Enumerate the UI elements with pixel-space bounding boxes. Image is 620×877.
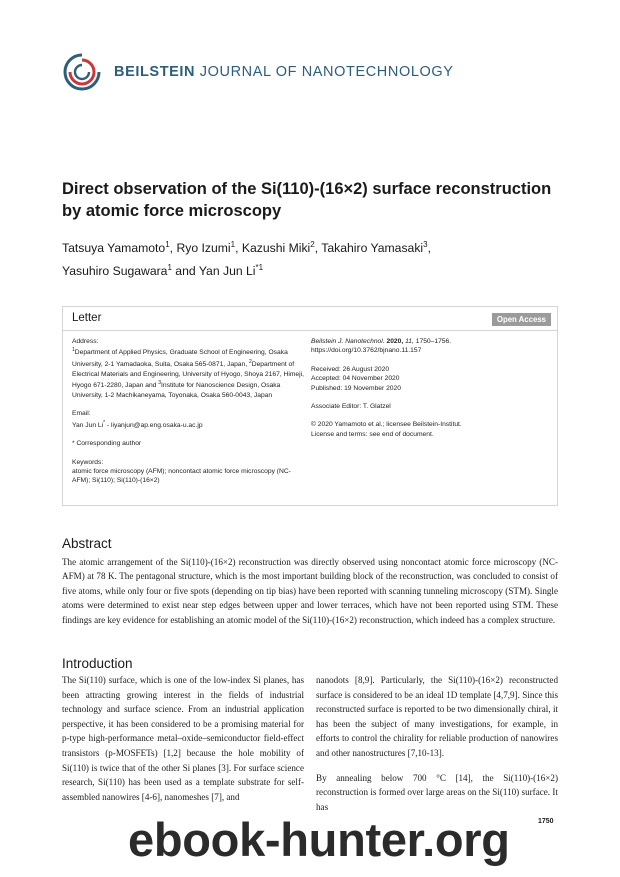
keywords-label: Keywords:: [72, 458, 104, 466]
journal-name-bold: BEILSTEIN: [114, 64, 196, 80]
address-text: [72, 346, 307, 400]
citation-year: 2020,: [386, 338, 404, 345]
author-separator: ,: [169, 241, 177, 256]
affiliation-text: Institute for Nanoscience Design, Osaka University, 1-2 Machikaneyama, Toyonaka, Osaka 560-0043, Japan: [72, 382, 281, 399]
page-number: 1750: [538, 818, 554, 825]
journal-header: [62, 52, 454, 92]
info-right-column: [311, 337, 551, 439]
license-notice: License and terms: see end of document.: [311, 430, 434, 438]
affiliation-marker: 2: [248, 359, 252, 366]
abstract-heading: Abstract: [62, 536, 112, 551]
affiliation-text: Department of Applied Physics, Graduate School of Engineering, Osaka University, 2-1 Yamadaoka, Suita, Osaka 565-0871, Japan,: [72, 349, 288, 369]
corresponding-author-note: * Corresponding author: [72, 440, 142, 448]
journal-name: [114, 64, 454, 80]
author-affiliation: 1: [167, 263, 172, 273]
doi-link[interactable]: https://doi.org/10.3762/bjnano.11.157: [311, 347, 422, 355]
author-separator: ,: [427, 241, 431, 256]
associate-editor: Associate Editor: T. Glatzel: [311, 403, 391, 411]
affiliation-marker: 1: [72, 347, 75, 354]
info-box-header: [63, 307, 557, 331]
author-separator: and: [171, 264, 199, 279]
journal-name-rest: JOURNAL OF NANOTECHNOLOGY: [195, 64, 454, 80]
introduction-left-column: The Si(110) surface, which is one of the low-index Si planes, has been attracting growing interest in the fields of industrial technology and surface science. From an industrial application perspective, it has been considered to be a promising material for p-type high-performance metal–oxide–semiconductor field-effect transistors (p-MOSFETs) [1,2] because the hole mobility of Si(110) is twice that of the other Si planes [3]. For surface science research, Si(110) has been used as a template substrate for self-assembled nanowires [4-6], nanomeshes [7], and: [62, 675, 304, 802]
author-affiliation: 3: [423, 240, 428, 249]
article-info-box: [62, 306, 558, 506]
author-name: Yan Jun Li: [198, 264, 256, 279]
email-author-mark: *: [103, 419, 106, 426]
author-affiliation: 2: [310, 240, 315, 249]
introduction-right-column: [316, 673, 558, 814]
author-name: Kazushi Miki: [241, 241, 311, 256]
published-date: Published: 19 November 2020: [311, 384, 401, 392]
email-line: [72, 419, 307, 431]
introduction-heading: Introduction: [62, 656, 133, 671]
abstract-text: The atomic arrangement of the Si(110)-(16×2) reconstruction was directly observed using noncontact atomic force microscopy (NC-AFM) at 78 K. The pentagonal structure, which is the most important building block of the reconstruction, was concluded to consist of five atoms, while only four or five spots (depending on tip bias) have been reported with scanning tunneling microscopy (STM). Single atoms were determined to exist near step edges between upper and lower terraces, which have not been reported using STM. These findings are key evidence for establishing an atomic model of the Si(110)-(16×2) reconstruction, which indeed has a complex structure.: [62, 557, 558, 625]
author-name: Ryo Izumi: [176, 241, 231, 256]
affiliation-marker: 3: [158, 380, 162, 387]
open-access-badge: Open Access: [492, 313, 551, 326]
introduction-paragraph: By annealing below 700 °C [14], the Si(110)-(16×2) reconstruction is formed over large areas on the Si(110) surface. It has: [316, 772, 558, 812]
accepted-date: Accepted: 04 November 2020: [311, 375, 400, 383]
author-name: Takahiro Yamasaki: [321, 241, 424, 256]
copyright-notice: © 2020 Yamamoto et al.; licensee Beilstein-Institut.: [311, 421, 462, 429]
author-name: Tatsuya Yamamoto: [62, 241, 166, 256]
info-left-column: [72, 337, 307, 486]
affiliation-text: Department of Electrical Materials and Engineering, University of Hyogo, Shoya 2167, Himeji, Hyogo 671-2280, Japan and: [72, 361, 304, 390]
author-list: [62, 235, 562, 281]
citation-line: [311, 337, 551, 346]
received-date: Received: 26 August 2020: [311, 365, 390, 373]
author-separator: ,: [314, 241, 322, 256]
introduction-paragraph: nanodots [8,9]. Particularly, the Si(110)-(16×2) reconstructed surface is considered to be an ideal 1D template [4,7,9]. Since this reconstructed surface is reported to be two dimensionally chiral, it has been the subject of many investigations, for example, in efforts to control the chirality for reliable production of nanowires and other nanostructures [7,10-13].: [316, 675, 558, 758]
author-affiliation: 1: [230, 240, 236, 249]
journal-logo-icon: [62, 52, 102, 92]
email-author-name: Yan Jun Li: [72, 421, 104, 429]
author-affiliation: *1: [255, 263, 264, 273]
citation-journal: Beilstein J. Nanotechnol.: [311, 338, 385, 345]
address-label: Address:: [72, 338, 99, 345]
email-label: Email:: [72, 410, 91, 418]
article-type-label: Letter: [72, 312, 102, 324]
citation-pages: 1750–1756.: [415, 338, 452, 345]
author-separator: ,: [235, 241, 242, 256]
article-title: Direct observation of the Si(110)-(16×2) surface reconstruction by atomic force microscopy: [62, 180, 552, 220]
author-affiliation: 1: [165, 240, 170, 249]
keywords-text: atomic force microscopy (AFM); noncontact atomic force microscopy (NC-AFM); Si(110); Si(110)-(16×2): [72, 468, 291, 485]
email-address[interactable]: - liyanjun@ap.eng.osaka-u.ac.jp: [105, 421, 203, 429]
citation-volume: 11,: [405, 338, 414, 345]
author-name: Yasuhiro Sugawara: [62, 264, 168, 279]
watermark: ebook-hunter.org: [128, 813, 510, 866]
